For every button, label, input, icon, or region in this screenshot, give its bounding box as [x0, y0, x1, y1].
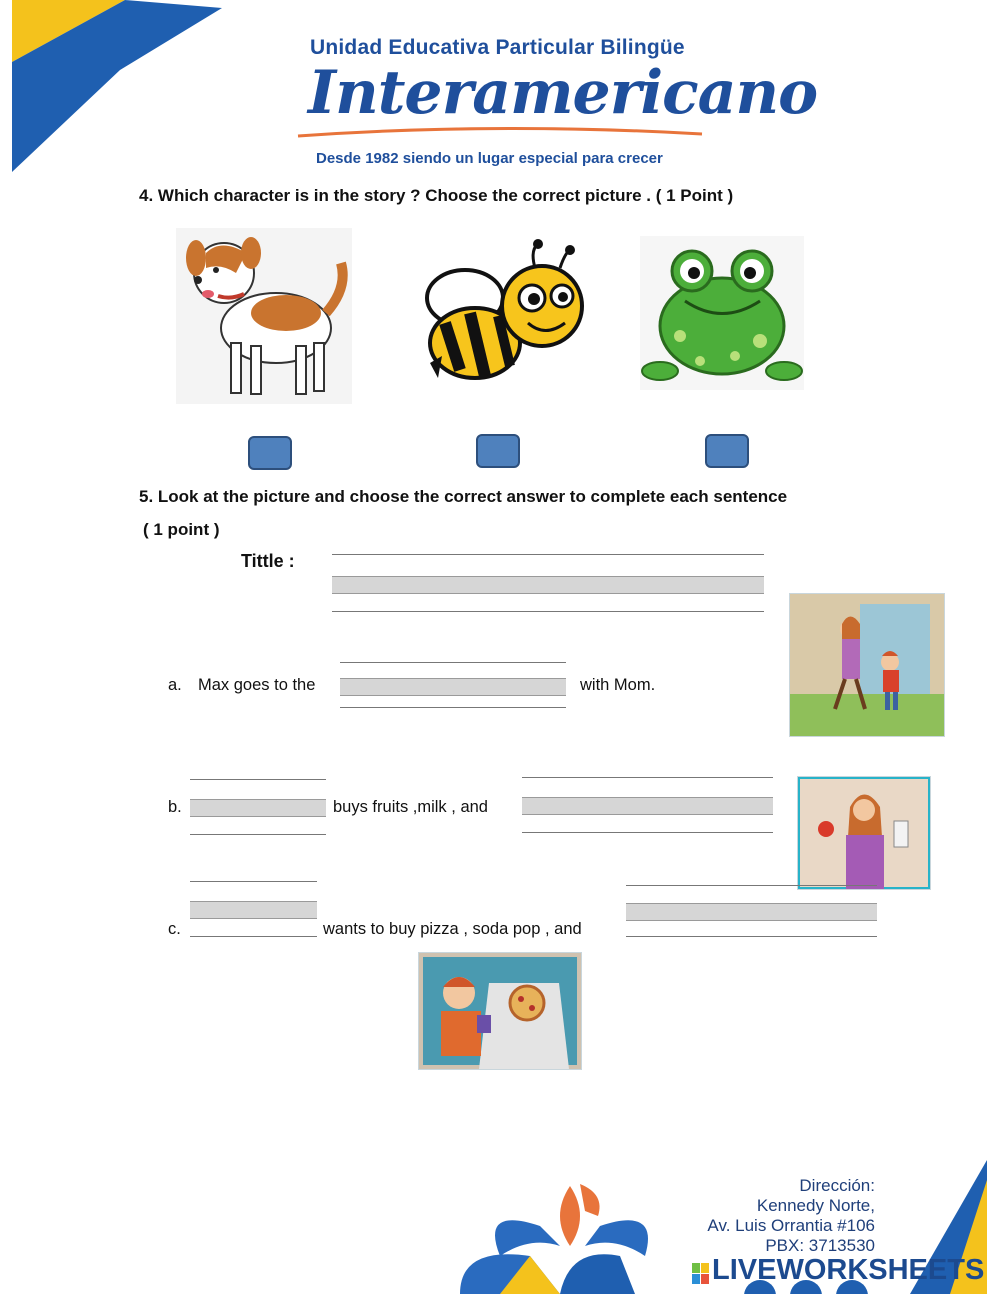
- address-block: [707, 1176, 875, 1256]
- answer-box-dog[interactable]: [248, 436, 292, 470]
- sentence-a-text-before: Max goes to the: [198, 676, 316, 694]
- answer-box-frog[interactable]: [705, 434, 749, 468]
- mom-shopping-picture: [797, 776, 931, 890]
- sentence-c-letter: c.: [168, 920, 181, 938]
- sentence-c-dropdown-2[interactable]: [626, 885, 877, 939]
- question-5-prompt: 5. Look at the picture and choose the correct answer to complete each sentence: [139, 487, 788, 506]
- sentence-b-dropdown-1[interactable]: [190, 779, 326, 837]
- brand-logo-text: Interamericano: [308, 58, 818, 128]
- sentence-b-dropdown-2[interactable]: [522, 777, 773, 835]
- question-4-prompt: 4. Which character is in the story ? Choose the correct picture . ( 1 Point ): [139, 186, 734, 205]
- sentence-a-text-after: with Mom.: [580, 676, 656, 694]
- sentence-a-dropdown[interactable]: [340, 662, 566, 710]
- address-line-2: Kennedy Norte,: [756, 1196, 875, 1215]
- question-5-points: ( 1 point ): [143, 520, 220, 539]
- sentence-c-dropdown-1[interactable]: [190, 881, 317, 938]
- answer-box-bee[interactable]: [476, 434, 520, 468]
- brand-underline: [296, 124, 706, 142]
- address-line-1: Dirección:: [799, 1176, 875, 1195]
- phoenix-logo: [420, 1176, 700, 1294]
- supermarket-walk-picture: [789, 593, 945, 737]
- sentence-a-letter: a.: [168, 676, 182, 694]
- sentence-c-text: wants to buy pizza , soda pop , and: [323, 920, 582, 938]
- corner-decoration-top-left: [0, 0, 230, 180]
- tagline: Desde 1982 siendo un lugar especial para crecer: [316, 150, 663, 167]
- dog-icon: [176, 228, 352, 404]
- frog-icon: [640, 236, 804, 390]
- liveworksheets-badge-icon: [692, 1260, 710, 1282]
- max-pizza-picture: [418, 952, 582, 1070]
- address-line-4: PBX: 3713530: [765, 1236, 875, 1255]
- sentence-b-letter: b.: [168, 798, 182, 816]
- title-label: Tittle :: [241, 551, 295, 571]
- address-line-3: Av. Luis Orrantia #106: [707, 1216, 875, 1235]
- liveworksheets-watermark: [692, 1254, 984, 1287]
- sentence-b-text: buys fruits ,milk , and: [333, 798, 488, 816]
- school-name: Unidad Educativa Particular Bilingüe: [310, 36, 685, 59]
- liveworksheets-text: LIVEWORKSHEETS: [712, 1254, 985, 1286]
- title-dropdown[interactable]: [332, 554, 764, 614]
- bee-icon: [420, 238, 590, 388]
